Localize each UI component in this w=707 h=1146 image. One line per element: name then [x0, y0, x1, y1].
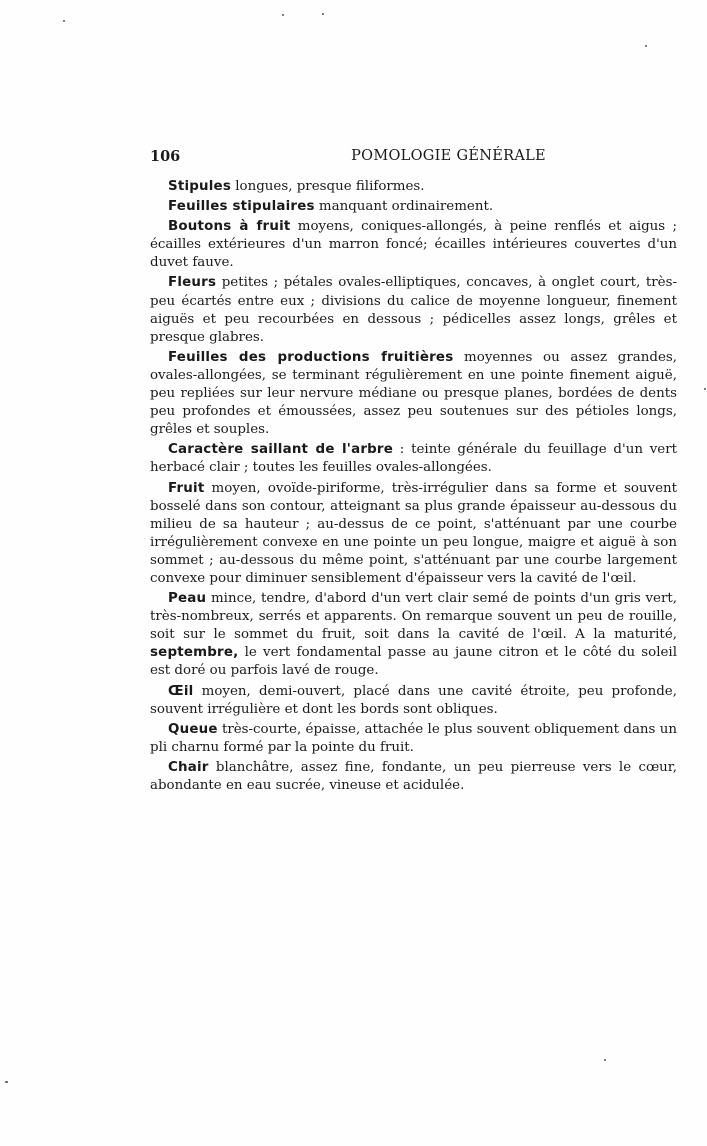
paragraph-stipules	[150, 178, 677, 196]
description: blanchâtre, assez fine, fondante, un peu pierreuse vers le cœur, abondante en eau sucrée, vineuse et acidulée.	[150, 759, 677, 793]
scan-speck	[704, 388, 706, 390]
term: Queue	[168, 721, 218, 737]
description: mince, tendre, d'abord d'un vert clair semé de points d'un gris vert, très-nombreux, serrés et apparents. On remarque souvent un peu de rouille, soit sur le sommet du fruit, soit dans la cavité de l'œil. A la maturité,	[150, 591, 677, 643]
term: Fleurs	[168, 275, 217, 291]
page-number: 106	[150, 148, 181, 165]
term: Œil	[168, 683, 194, 699]
description: le vert fondamental passe au jaune citron et le côté du soleil est doré ou parfois lavé de rouge.	[150, 645, 677, 679]
scan-speck	[604, 1059, 606, 1061]
paragraph-peau	[150, 590, 677, 680]
term-maturity: septembre,	[150, 645, 239, 661]
term: Stipules	[168, 179, 231, 194]
description: très-courte, épaisse, attachée le plus souvent obliquement dans un pli charnu formé par la pointe du fruit.	[150, 721, 677, 755]
term: Boutons à fruit	[168, 219, 291, 235]
description: moyens, coniques-allongés, à peine renflés et aigus ; écailles extérieures d'un marron foncé; écailles intérieures couvertes d'un duvet fauve.	[150, 219, 677, 271]
term: Feuilles des productions fruitières	[168, 349, 454, 365]
description: moyennes ou assez grandes, ovales-allongées, se terminant régulièrement en une pointe finement aiguë, peu repliées sur leur nervure médiane ou presque planes, bordées de dents peu profondes et émoussées, assez peu soutenues sur des pétioles longs, grêles et souples.	[150, 349, 677, 438]
page-body	[150, 178, 677, 797]
scan-speck	[645, 45, 647, 47]
description: moyen, demi-ouvert, placé dans une cavité étroite, peu profonde, souvent irrégulière et dont les bords sont obliques.	[150, 683, 677, 717]
term: Peau	[168, 591, 207, 607]
running-title: POMOLOGIE GÉNÉRALE	[351, 148, 546, 164]
term: Caractère saillant de l'arbre	[168, 442, 394, 458]
paragraph-queue	[150, 721, 677, 757]
term: Feuilles stipulaires	[168, 199, 315, 215]
paragraph-oeil	[150, 683, 677, 719]
paragraph-caractere	[150, 441, 677, 477]
scan-speck	[282, 14, 284, 16]
description: : teinte générale du feuillage d'un vert herbacé clair ; toutes les feuilles ovales-allongées.	[150, 442, 677, 476]
term: Fruit	[168, 480, 205, 496]
paragraph-boutons	[150, 218, 677, 272]
paragraph-feuilles-stipulaires	[150, 198, 677, 216]
scan-speck	[5, 1081, 8, 1083]
scan-speck	[322, 13, 324, 15]
paragraph-chair	[150, 759, 677, 795]
term: Chair	[168, 759, 209, 775]
page-header	[150, 148, 677, 168]
paragraph-fruit	[150, 480, 677, 589]
scan-speck	[63, 20, 65, 22]
description: longues, presque filiformes.	[231, 179, 425, 194]
description: moyen, ovoïde-piriforme, très-irrégulier dans sa forme et souvent bosselé dans son contour, atteignant sa plus grande épaisseur au-dessous du milieu de sa hauteur ; au-dessus de ce point, s'atténuant par une courbe irrégulièrement convexe en une pointe un peu longue, maigre et aiguë à son sommet ; au-dessous du même point, s'atténuant par une courbe largement convexe pour diminuer sensiblement d'épaisseur vers la cavité de l'œil.	[150, 480, 677, 586]
paragraph-feuilles-productions	[150, 349, 677, 439]
description: manquant ordinairement.	[314, 199, 494, 215]
paragraph-fleurs	[150, 274, 677, 346]
description: petites ; pétales ovales-elliptiques, concaves, à onglet court, très-peu écartés entre eux ; divisions du calice de moyenne longueur, finement aiguës et peu recourbées en dessous ; pédicelles assez longs, grêles et presque glabres.	[150, 275, 677, 345]
